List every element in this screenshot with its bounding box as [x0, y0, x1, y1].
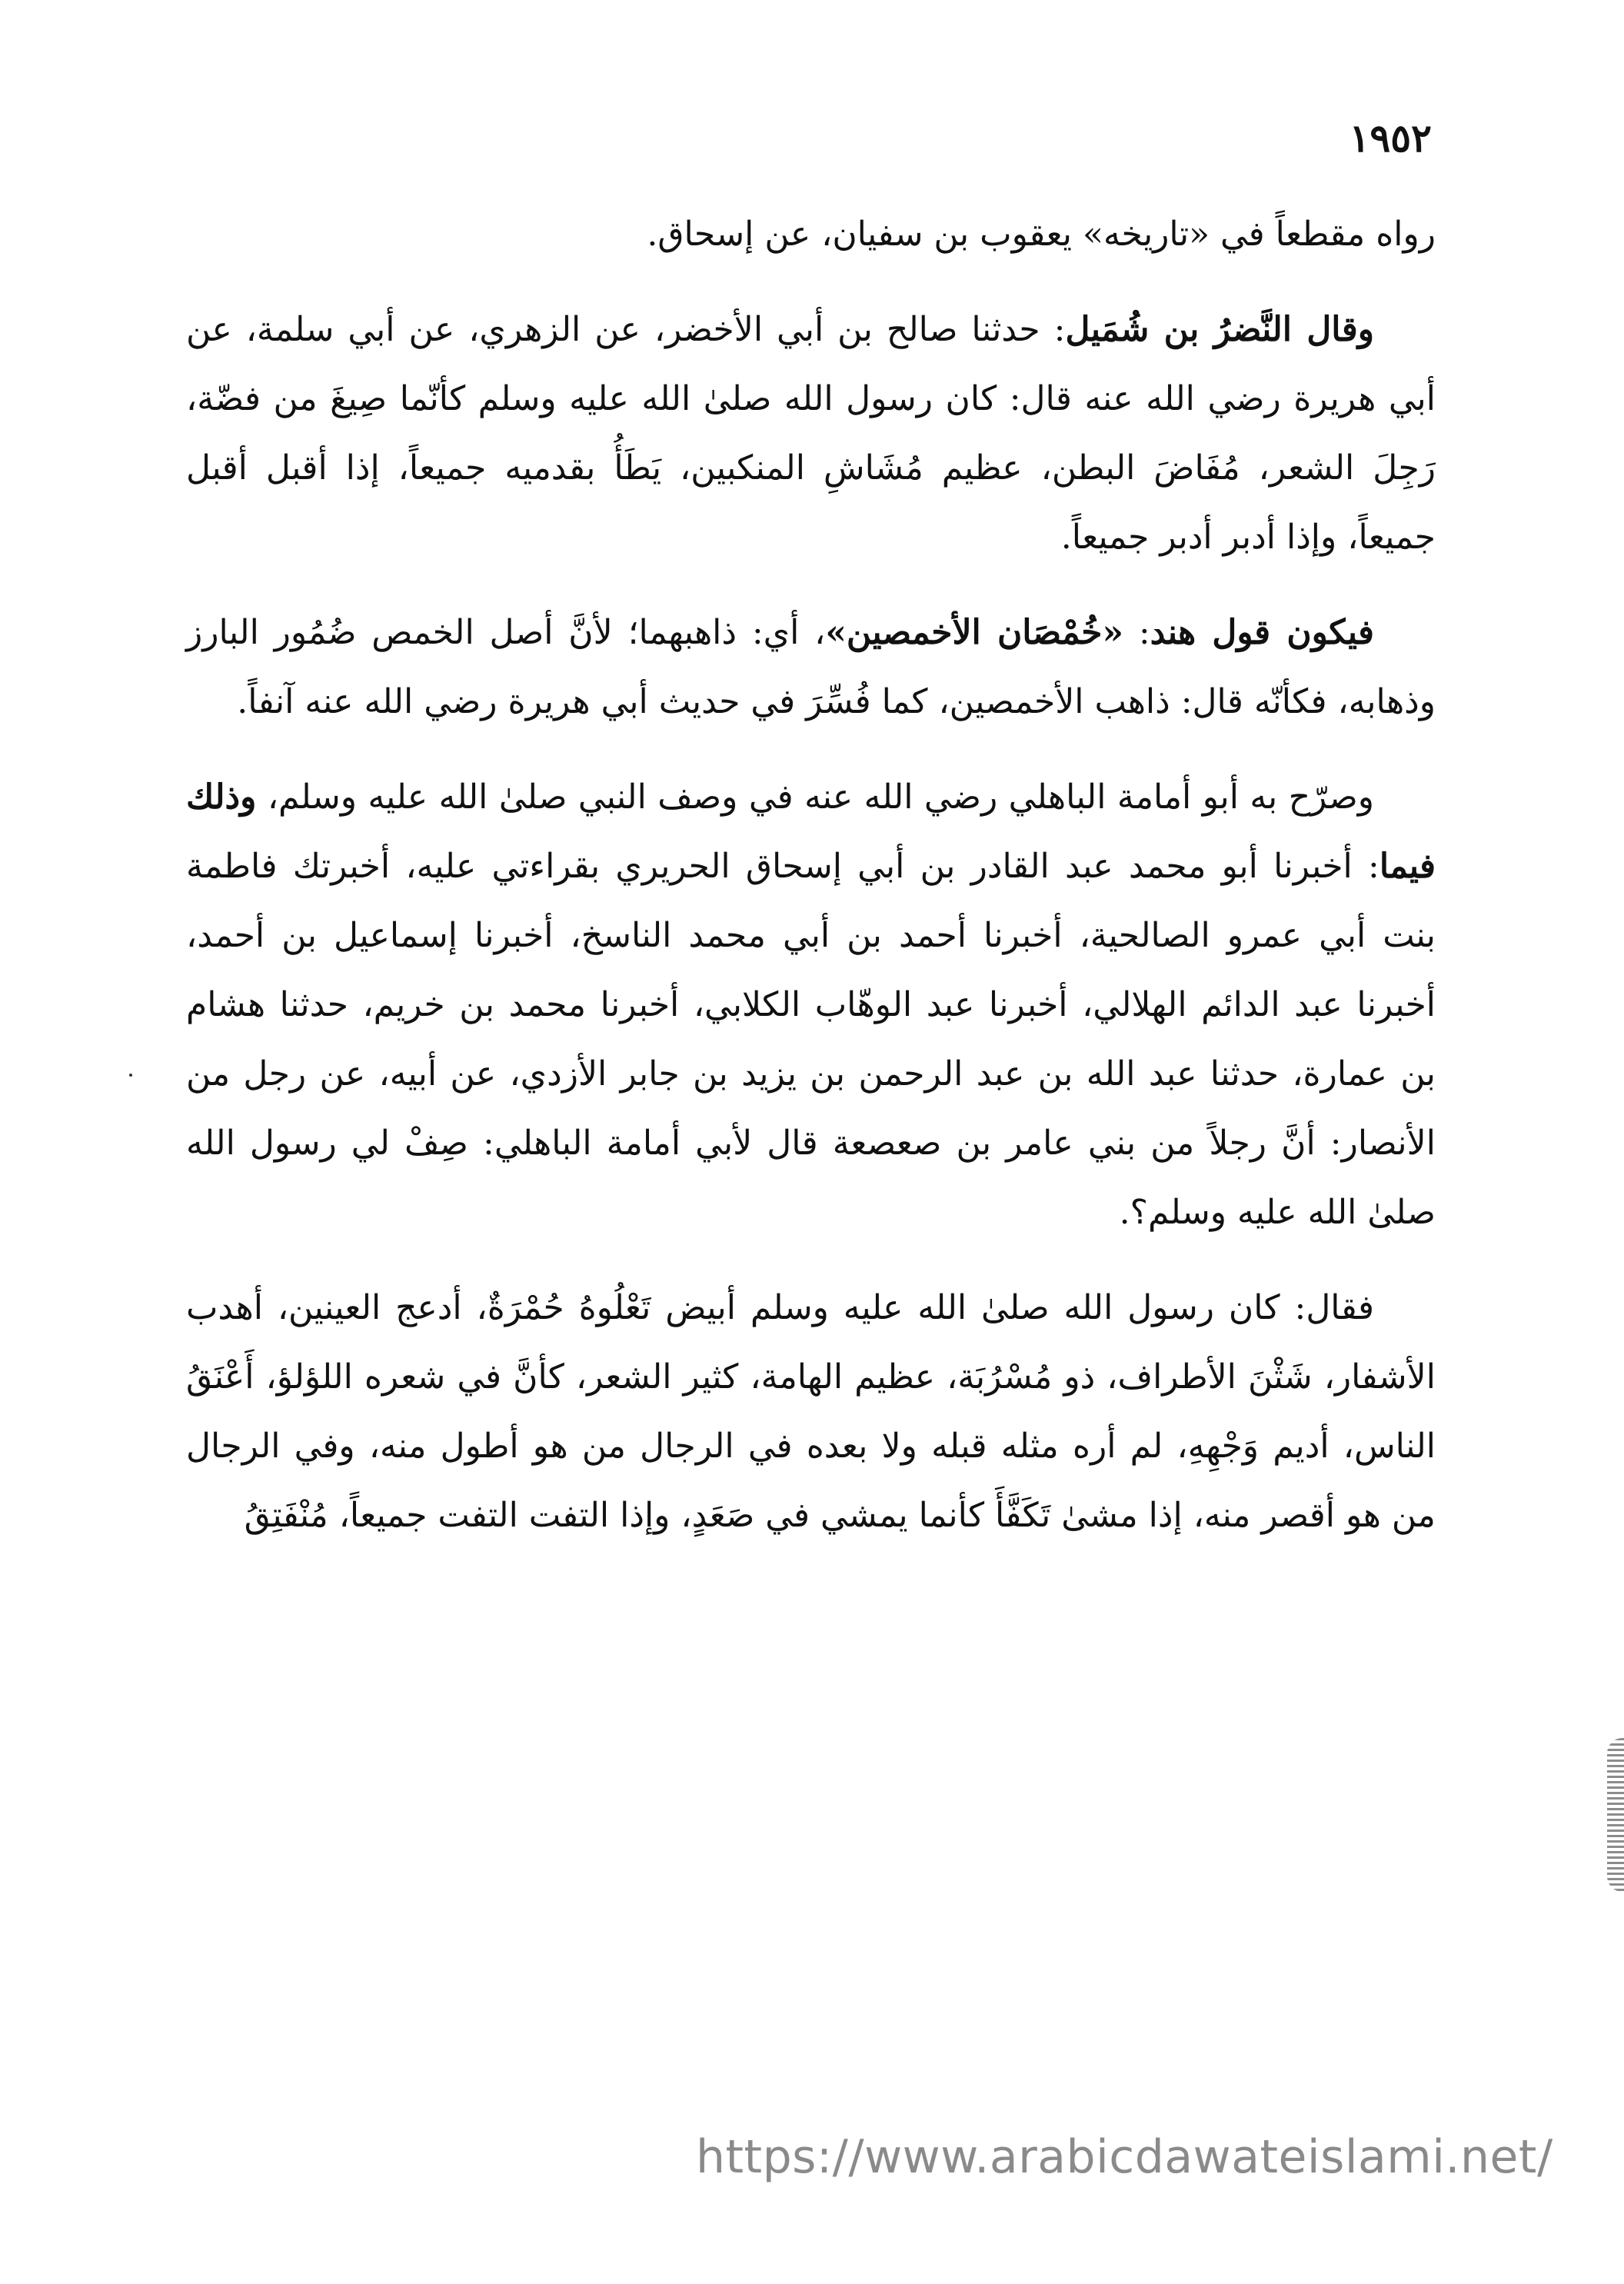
paragraph-3-text: ، أي: ذاهبهما؛ لأنَّ أصل الخمص ضُمُور البارز وذهابه، فكأنّه قال: ذاهب الأخمصين، كما فُسِّرَ في حديث أبي هريرة رضي الله عنه آنفاً.: [186, 613, 1436, 721]
paragraph-3-quote: «خُمْصَان الأخمصين»: [825, 613, 1123, 652]
paragraph-2-text: : حدثنا صالح بن أبي الأخضر، عن الزهري، عن أبي سلمة، عن أبي هريرة رضي الله عنه قال: كان رسول الله صلىٰ الله عليه وسلم كأنّما صِيغَ من فضّة، رَجِلَ الشعر، مُفَاضَ البطن، عظيم مُشَاشِ المنكبين، يَطَأُ بقدميه جميعاً، إذا أقبل أقبل جميعاً، وإذا أدبر أدبر جميعاً.: [186, 310, 1436, 557]
page-number: ١٩٥٢: [1349, 115, 1432, 161]
page-edge-mark: [1607, 1738, 1624, 1892]
paragraph-2: [186, 295, 1436, 572]
paragraph-2-lead: وقال النَّضرُ بن شُمَيل: [1065, 310, 1374, 349]
paragraph-3: [186, 598, 1436, 737]
paragraph-4-intro: وصرّح به أبو أمامة الباهلي رضي الله عنه في وصف النبي صلىٰ الله عليه وسلم،: [256, 777, 1374, 817]
paragraph-4-text: : أخبرنا أبو محمد عبد القادر بن أبي إسحاق الحريري بقراءتي عليه، أخبرتك فاطمة بنت أبي عمرو الصالحية، أخبرنا أحمد بن أبي محمد الناسخ، أخبرنا إسماعيل بن أحمد، أخبرنا عبد الدائم الهلالي، أخبرنا عبد الوهّاب الكلابي، أخبرنا محمد بن خريم، حدثنا هشام بن عمارة، حدثنا عبد الله بن عبد الرحمن بن يزيد بن جابر الأزدي، عن أبيه، عن رجل من الأنصار: أنَّ رجلاً من بني عامر بن صعصعة قال لأبي أمامة الباهلي: صِفْ لي رسول الله صلىٰ الله عليه وسلم؟.: [186, 847, 1436, 1232]
margin-dot: [129, 1074, 132, 1077]
paragraph-4: [186, 763, 1436, 1247]
paragraph-5-text: فقال: كان رسول الله صلىٰ الله عليه وسلم أبيض تَعْلُوهُ حُمْرَةٌ، أدعج العينين، أهدب الأشفار، شَثْنَ الأطراف، ذو مُسْرُبَة، عظيم الهامة، كثير الشعر، كأنَّ في شعره اللؤلؤ، أَعْنَقُ الناس، أديم وَجْهِهِ، لم أره مثله قبله ولا بعده في الرجال من هو أطول منه، وفي الرجال من هو أقصر منه، إذا مشىٰ تَكَفَّأَ كأنما يمشي في صَعَدٍ، وإذا التفت التفت جميعاً، مُنْفَتِقُ: [186, 1288, 1436, 1535]
paragraph-3-lead: فيكون قول هند: [1150, 613, 1375, 652]
paragraph-1: [186, 200, 1436, 269]
paragraph-3-sep: :: [1123, 613, 1150, 652]
paragraph-5: [186, 1274, 1436, 1550]
page-body: [186, 200, 1436, 1576]
paragraph-1-text: رواه مقطعاً في «تاريخه» يعقوب بن سفيان، عن إسحاق.: [647, 215, 1436, 254]
watermark-url: https://www.arabicdawateislami.net/: [696, 2130, 1553, 2184]
paragraph-4-lead: وذلك فيما: [186, 777, 1436, 886]
